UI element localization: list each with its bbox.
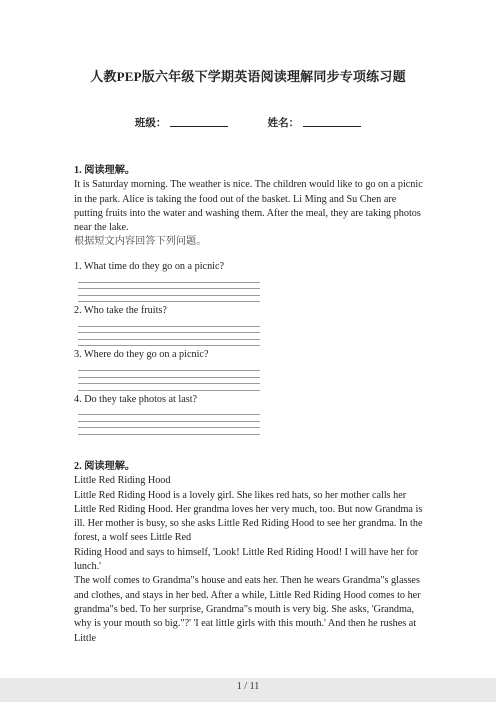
section-1-instruction: 根据短文内容回答下列问题。: [74, 236, 207, 248]
question-3: 3. Where do they go on a picnic?: [74, 349, 209, 361]
page-current: 1: [236, 681, 242, 692]
section-1-passage: It is Saturday morning. The weather is nice. The children would like to go on a picnic in the park. Alice is taking the food out of the basket. Li Ming and Su Chen are putting fruits into the water and washing them. After the meal, they are taking photos near the lake.: [74, 179, 423, 234]
document-title: 人教PEP版六年级下学期英语阅读理解同步专项练习题: [90, 69, 406, 84]
name-blank-field[interactable]: [303, 116, 361, 127]
section-1-heading: 1. 阅读理解。: [74, 165, 136, 176]
name-label: 姓名：: [267, 118, 300, 129]
section-2: [74, 460, 426, 646]
story-paragraph-2: Riding Hood and says to himself, 'Look! Little Red Riding Hood! I will have her for lunch.': [74, 546, 419, 573]
question-2: 2. Who take the fruits?: [74, 305, 167, 317]
page-total: 11: [249, 681, 260, 692]
section-2-heading: 2. 阅读理解。: [74, 461, 136, 472]
student-info-row: [0, 115, 496, 130]
question-4: 4. Do they take photos at last?: [74, 393, 198, 405]
story-paragraph-3: The wolf comes to Grandma"s house and eats her. Then he wears Grandma"s glasses and clothes, and stays in her bed. After a while, Little Red Riding Hood comes to her grandma"s bed. To her surprise, Grandma"s mouth is very big. She asks, 'Grandma, why is your mouth so big."?' 'I eat little girls with this mouth.' And then he rushes at Little: [74, 575, 421, 644]
answer-lines-4[interactable]: [78, 409, 260, 435]
answer-lines-3[interactable]: [78, 365, 260, 391]
page-number: [0, 681, 496, 692]
question-1: 1. What time do they go on a picnic?: [74, 260, 225, 272]
class-blank-field[interactable]: [170, 116, 228, 127]
section-1: [74, 164, 426, 437]
page-separator: /: [244, 681, 248, 692]
answer-lines-2[interactable]: [78, 320, 260, 346]
story-title: Little Red Riding Hood: [74, 475, 171, 487]
class-label: 班级：: [134, 118, 167, 129]
story-paragraph-1: Little Red Riding Hood is a lovely girl. She likes red hats, so her mother calls her Little Red Riding Hood. Her grandma loves her very much, too. But now Grandma is ill. Her mother is busy, so she asks Little Red Riding Hood to see her grandma. In the forest, a wolf sees Little Red: [74, 489, 423, 544]
answer-lines-1[interactable]: [78, 276, 260, 302]
